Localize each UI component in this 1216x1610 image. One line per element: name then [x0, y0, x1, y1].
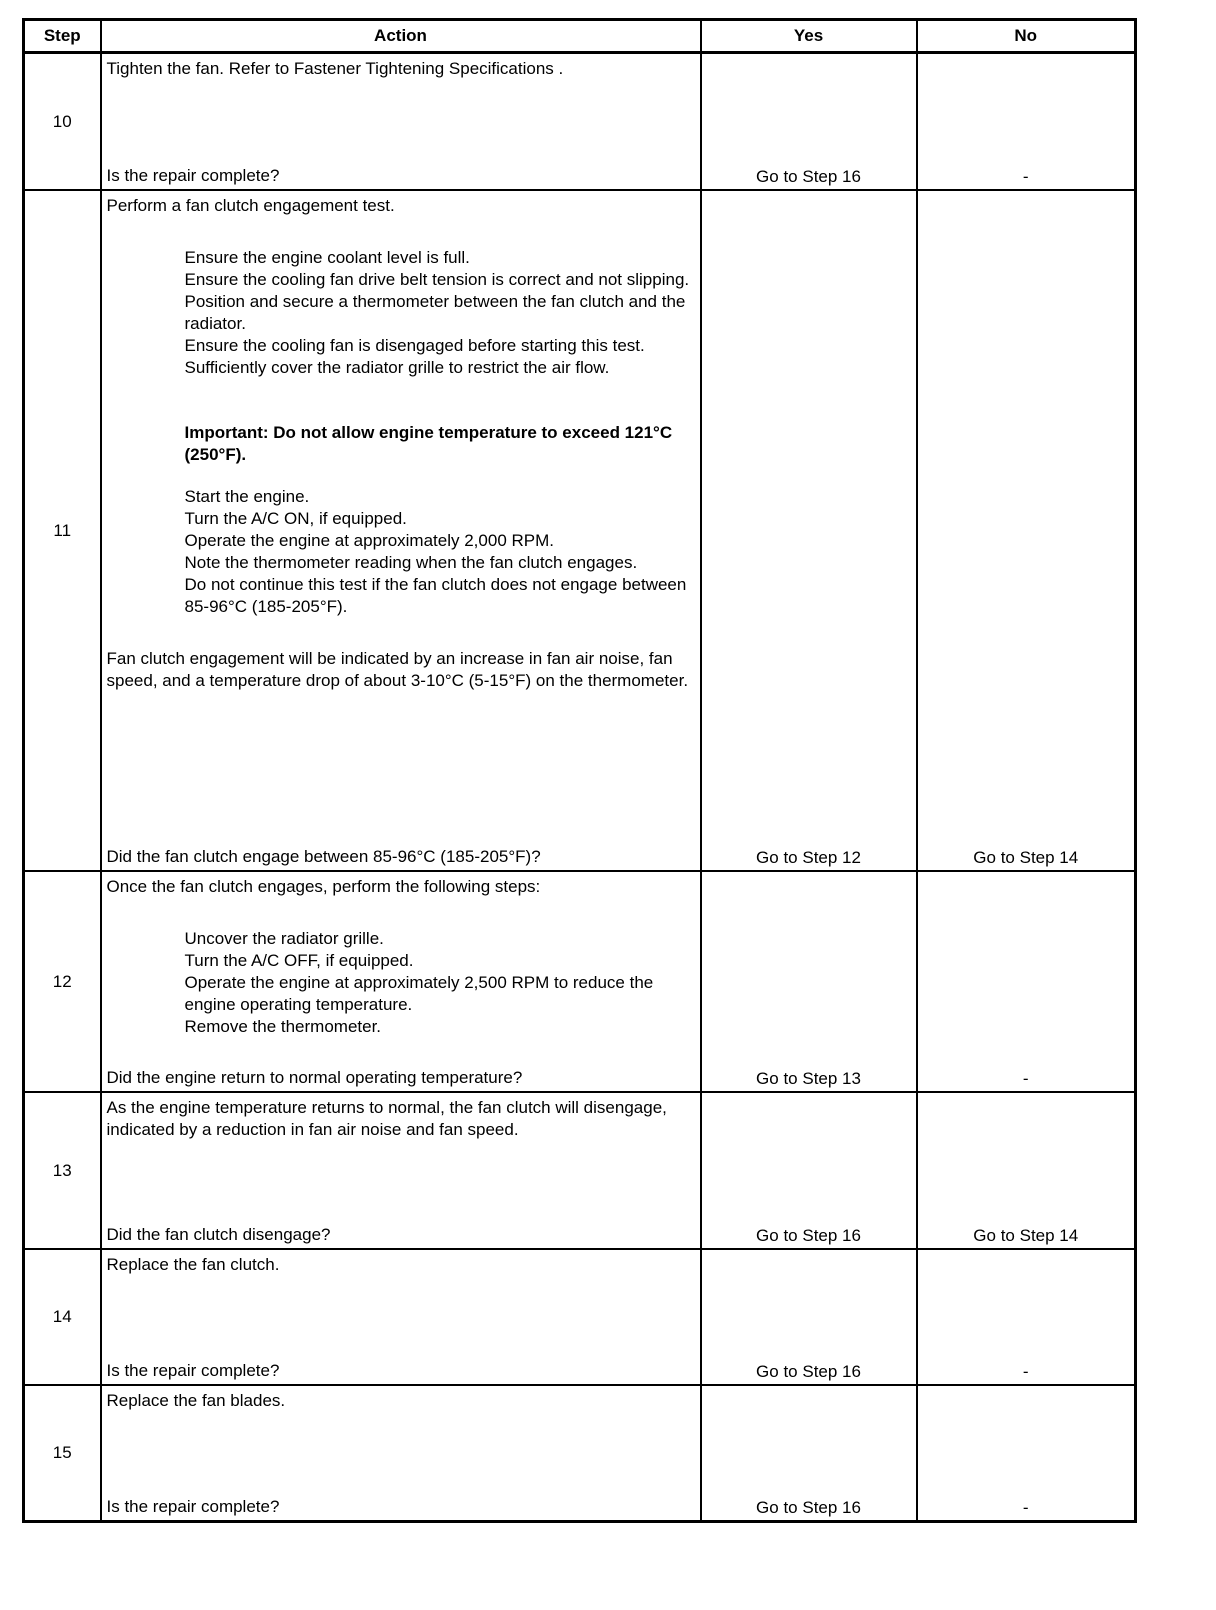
action-intro: Perform a fan clutch engagement test.	[106, 196, 395, 215]
substep: Uncover the radiator grille.	[184, 929, 384, 948]
yes-result: Go to Step 16	[701, 53, 917, 191]
action-intro: Tighten the fan. Refer to Fastener Tightening Specifications .	[106, 59, 564, 78]
substep: Note the thermometer reading when the fan clutch engages.	[184, 553, 638, 572]
action-question: Is the repair complete?	[106, 1497, 280, 1516]
substep: Operate the engine at approximately 2,000 RPM.	[184, 531, 554, 550]
substep-list	[185, 928, 694, 1038]
action-cell	[101, 1385, 701, 1522]
action-cell	[101, 53, 701, 191]
table-row	[24, 1385, 1136, 1522]
substep-list	[185, 247, 694, 618]
step-number: 14	[24, 1249, 101, 1385]
yes-result: Go to Step 13	[701, 871, 917, 1092]
action-intro: As the engine temperature returns to normal, the fan clutch will disengage, indicated by a reduction in fan air noise and fan speed.	[106, 1098, 667, 1139]
substep: Do not continue this test if the fan clutch does not engage between 85-96°C (185-205°F).	[184, 575, 687, 616]
no-result: -	[917, 1249, 1136, 1385]
substep: Start the engine.	[184, 487, 310, 506]
substep: Turn the A/C ON, if equipped.	[184, 509, 407, 528]
table-row	[24, 1092, 1136, 1249]
table-row	[24, 871, 1136, 1092]
substep: Sufficiently cover the radiator grille to restrict the air flow.	[184, 358, 610, 377]
header-action: Action	[101, 20, 701, 53]
diagnostic-table	[22, 18, 1137, 1523]
substep: Ensure the cooling fan is disengaged before starting this test.	[184, 336, 645, 355]
important-note: Important: Do not allow engine temperature to exceed 121°C (250°F).	[184, 423, 673, 464]
action-question: Did the fan clutch engage between 85-96°C (185-205°F)?	[106, 847, 541, 866]
table-row	[24, 1249, 1136, 1385]
yes-result: Go to Step 16	[701, 1092, 917, 1249]
step-number: 10	[24, 53, 101, 191]
step-number: 12	[24, 871, 101, 1092]
substep: Operate the engine at approximately 2,500 RPM to reduce the engine operating temperature.	[184, 973, 654, 1014]
table-row	[24, 53, 1136, 191]
action-cell	[101, 871, 701, 1092]
substep: Ensure the engine coolant level is full.	[184, 248, 470, 267]
no-result: -	[917, 1385, 1136, 1522]
yes-result: Go to Step 16	[701, 1385, 917, 1522]
action-cell	[101, 1249, 701, 1385]
substep: Position and secure a thermometer between the fan clutch and the radiator.	[184, 292, 686, 333]
header-no: No	[917, 20, 1136, 53]
header-row	[24, 20, 1136, 53]
action-cell	[101, 190, 701, 871]
action-question: Is the repair complete?	[106, 166, 280, 185]
action-cell	[101, 1092, 701, 1249]
substep: Turn the A/C OFF, if equipped.	[184, 951, 414, 970]
header-yes: Yes	[701, 20, 917, 53]
action-note: Fan clutch engagement will be indicated by an increase in fan air noise, fan speed, and a temperature drop of about 3-10°C (5-15°F) on the thermometer.	[106, 649, 689, 690]
action-intro: Replace the fan blades.	[106, 1391, 286, 1410]
substep: Ensure the cooling fan drive belt tension is correct and not slipping.	[184, 270, 690, 289]
action-question: Did the fan clutch disengage?	[106, 1225, 331, 1244]
step-number: 13	[24, 1092, 101, 1249]
action-question: Did the engine return to normal operating temperature?	[106, 1068, 523, 1087]
no-result: -	[917, 53, 1136, 191]
step-number: 11	[24, 190, 101, 871]
step-number: 15	[24, 1385, 101, 1522]
substep: Remove the thermometer.	[184, 1017, 382, 1036]
header-step: Step	[24, 20, 101, 53]
yes-result: Go to Step 16	[701, 1249, 917, 1385]
action-question: Is the repair complete?	[106, 1361, 280, 1380]
action-intro: Once the fan clutch engages, perform the following steps:	[106, 877, 541, 896]
yes-result: Go to Step 12	[701, 190, 917, 871]
no-result: Go to Step 14	[917, 190, 1136, 871]
no-result: Go to Step 14	[917, 1092, 1136, 1249]
action-intro: Replace the fan clutch.	[106, 1255, 280, 1274]
table-row	[24, 190, 1136, 871]
no-result: -	[917, 871, 1136, 1092]
